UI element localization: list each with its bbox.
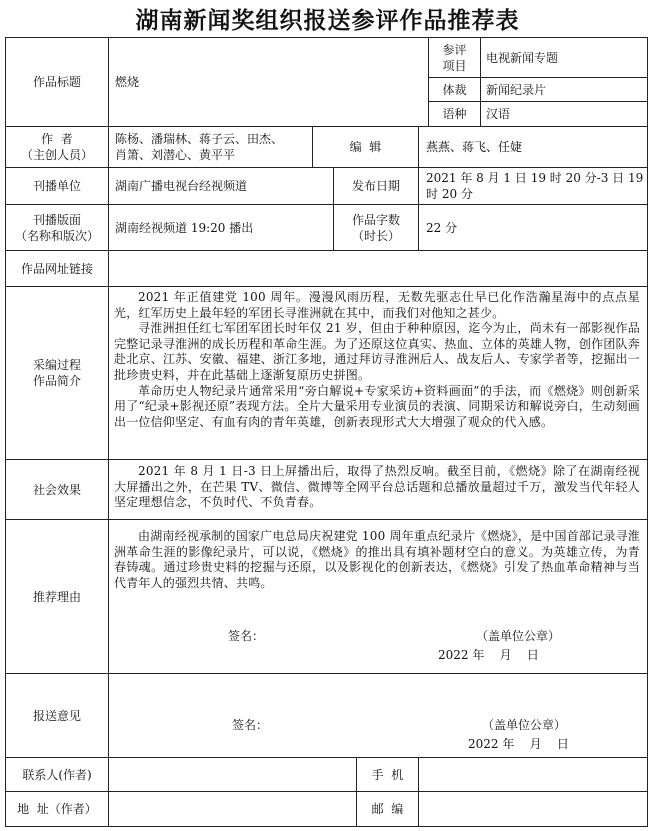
label-phone: 手 机 (371, 767, 404, 782)
publish-date-value (426, 168, 646, 204)
work-title-value: 燃烧 (115, 75, 140, 89)
label-layout-line1: 刊播版面 (32, 212, 81, 227)
label-publisher: 刊播单位 (32, 179, 81, 193)
reason-seal: （盖单位公章） (476, 629, 561, 643)
label-publish-date: 发布日期 (351, 179, 400, 193)
label-length-line2: （时长） (351, 228, 400, 243)
genre-value: 新闻纪录片 (486, 82, 547, 97)
opinion-seal: （盖单位公章） (482, 718, 567, 732)
address-value (115, 792, 355, 826)
label-layout-line2: （名称和版次） (14, 228, 99, 243)
reason-date: 2022 年 月 日 (438, 648, 539, 662)
opinion-signature: 签名： (232, 718, 269, 732)
label-intro-line1: 采编过程 (32, 358, 81, 372)
label-author-line2: （主创人员） (20, 148, 93, 162)
intro-paragraph: 革命历史人物纪录片通常采用“旁白解说+专家采访+资料画面”的手法，而《燃烧》则创新采用了“纪录+影视还原”表现方法。全片大量采用专业演员的表演、同期采访和解说旁白，生动刻画出一位信仰坚定、有血有肉的青年英雄，创新表现形式大大增强了观众的代入感。 (114, 383, 640, 429)
label-editor: 编 辑 (349, 140, 382, 154)
authors-value (115, 127, 312, 167)
label-work-title: 作品标题 (32, 75, 81, 89)
label-author (6, 127, 108, 167)
effect-text (114, 464, 640, 511)
length-value: 22 分 (426, 220, 458, 235)
page-title: 湖南新闻奖组织报送参评作品推荐表 (135, 8, 520, 34)
label-length (334, 205, 418, 250)
label-effect: 社会效果 (32, 482, 81, 497)
effect-paragraph: 2021 年 8 月 1 日-3 日上屏播出后，取得了热烈反响。截至目前，《燃烧》除了在湖南经视大屏播出之外，在芒果 TV、微信、微博等全网平台总话题和总播放量超过千万，激发当代年轻人坚定理想信念，不负时代、不负青春。 (114, 464, 640, 510)
label-postcode: 邮 编 (371, 802, 404, 816)
label-url: 作品网址链接 (20, 261, 93, 276)
label-opinion: 报送意见 (32, 708, 81, 723)
authors-line2: 肖箫、刘潜心、黄平平 (115, 148, 236, 162)
reason-paragraph: 由湖南经视承制的国家广电总局庆祝建党 100 周年重点纪录片《燃烧》，是中国首部记录寻淮洲革命生涯的影像纪录片，可以说，《燃烧》的推出具有填补题材空白的意义。为英雄立传，为青春铸魂。通过珍贵史料的挖掘与还原，以及影视化的创新表达，《燃烧》引发了热血革命精神与当代青年人的强烈共情、共鸣。 (114, 529, 640, 590)
label-genre: 体裁 (442, 82, 467, 97)
contact-value (115, 758, 355, 791)
label-length-line1: 作品字数 (351, 212, 400, 227)
label-author-line1: 作 者 (41, 132, 73, 146)
label-layout (6, 205, 108, 250)
label-intro-line2: 作品简介 (32, 374, 81, 388)
publisher-value: 湖南广播电视台经视频道 (115, 179, 248, 193)
publish-date-line2: 时 20 分 (426, 187, 473, 201)
opinion-date: 2022 年 月 日 (468, 737, 569, 751)
label-contact: 联系人(作者) (22, 767, 92, 782)
postcode-value (426, 792, 646, 826)
phone-value (426, 758, 646, 791)
reason-text (114, 529, 640, 591)
label-category: 参评项目 (442, 42, 467, 73)
label-address: 地 址（作者） (17, 802, 97, 816)
intro-paragraph: 寻淮洲担任红七军团军团长时年仅 21 岁，但由于种种原因，迄今为止，尚未有一部影视作品完整记录寻淮洲的成长历程和革命生涯。为了还原这位真实、热血、立体的英雄人物，创作团队奔赴北京、江苏、安徽、福建、浙江多地，通过拜访寻淮洲后人、战友后人、专家学者等，挖掘出一批珍贵史料，并在此基础上逐渐复原历史拼图。 (114, 321, 640, 382)
editors-value: 燕燕、蒋飞、任婕 (426, 140, 523, 154)
publish-date-line1: 2021 年 8 月 1 日 19 时 20 分-3 日 19 (426, 171, 644, 185)
intro-paragraph: 2021 年正值建党 100 周年。漫漫风雨历程，无数先驱志仕早已化作浩瀚星海中的点点星光，红军历史上最年轻的军团长寻淮洲就在其中，而我们对他知之甚少。 (114, 290, 640, 320)
intro-text (114, 290, 640, 430)
label-reason: 推荐理由 (32, 589, 81, 604)
reason-signature: 签名： (228, 629, 265, 643)
category-value: 电视新闻专题 (486, 50, 559, 65)
layout-value: 湖南经视频道 19:20 播出 (115, 220, 254, 235)
authors-line1: 陈杨、潘瑞林、蒋子云、田杰、 (115, 132, 284, 146)
url-value (115, 251, 645, 286)
label-language: 语种 (442, 107, 467, 121)
label-intro (6, 287, 108, 459)
language-value: 汉语 (486, 107, 511, 121)
